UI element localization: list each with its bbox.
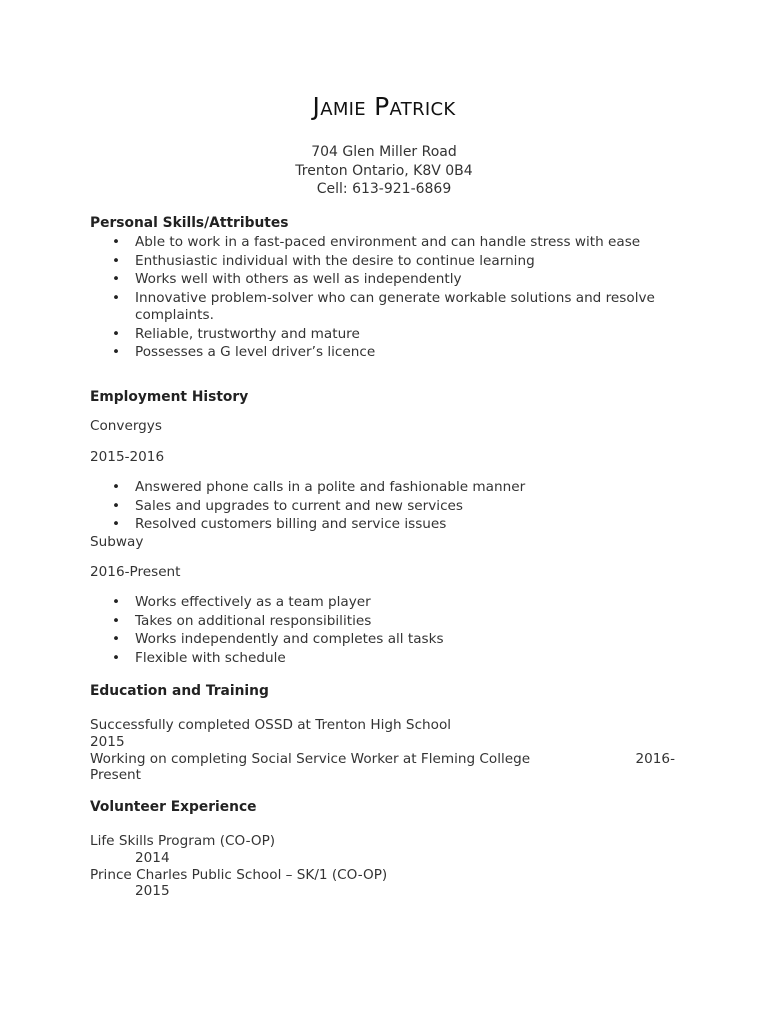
education-text: Working on completing Social Service Worker at Fleming College [90, 750, 531, 767]
duty-item: • Sales and upgrades to current and new services [90, 498, 680, 515]
duty-item: • Resolved customers billing and service issues [90, 516, 680, 533]
employer-name: Convergys [90, 418, 162, 434]
employment-heading: Employment History [90, 389, 249, 405]
education-entry [90, 751, 675, 768]
volunteer-text: Life Skills Program (CO-OP) [90, 833, 276, 849]
duty-item: • Works effectively as a team player [90, 594, 680, 611]
volunteer-date: 2015 [135, 883, 170, 900]
employment-dates: 2016-Present [90, 564, 181, 580]
skill-item: • Innovative problem-solver who can generate workable solutions and resolve complaints. [90, 290, 680, 324]
skill-item: • Able to work in a fast-paced environment and can handle stress with ease [90, 234, 680, 251]
education-entry [90, 717, 675, 734]
skill-item: • Reliable, trustworthy and mature [90, 326, 680, 343]
skills-list [90, 234, 680, 363]
employment-dates: 2015-2016 [90, 449, 165, 465]
duty-item: • Flexible with schedule [90, 650, 680, 667]
contact-block [0, 143, 768, 199]
education-entries [90, 717, 675, 784]
education-date: Present [90, 767, 142, 784]
address-line-1: 704 Glen Miller Road [311, 144, 457, 160]
duties-list [90, 479, 680, 535]
employer-name: Subway [90, 534, 144, 550]
address-line-2: Trenton Ontario, K8V 0B4 [295, 162, 473, 179]
volunteer-heading: Volunteer Experience [90, 799, 257, 815]
education-heading: Education and Training [90, 683, 269, 699]
volunteer-entries [90, 833, 387, 900]
volunteer-text: Prince Charles Public School – SK/1 (CO-OP) [90, 866, 388, 883]
duty-item: • Works independently and completes all tasks [90, 631, 680, 648]
education-date: 2015 [90, 733, 125, 750]
skill-item: • Enthusiastic individual with the desire to continue learning [90, 253, 680, 270]
cell-phone: Cell: 613-921-6869 [316, 181, 452, 197]
applicant-name: Jamie Patrick [312, 92, 456, 121]
duty-item: • Takes on additional responsibilities [90, 613, 680, 630]
skill-item: • Works well with others as well as independently [90, 271, 680, 288]
skills-heading: Personal Skills/Attributes [90, 215, 289, 231]
education-text: Successfully completed OSSD at Trenton High School [90, 717, 452, 733]
duties-list [90, 594, 680, 669]
volunteer-date: 2014 [135, 849, 170, 866]
education-date-start: 2016- [635, 750, 675, 767]
skill-item: • Possesses a G level driver’s licence [90, 344, 680, 361]
duty-item: • Answered phone calls in a polite and fashionable manner [90, 479, 680, 496]
